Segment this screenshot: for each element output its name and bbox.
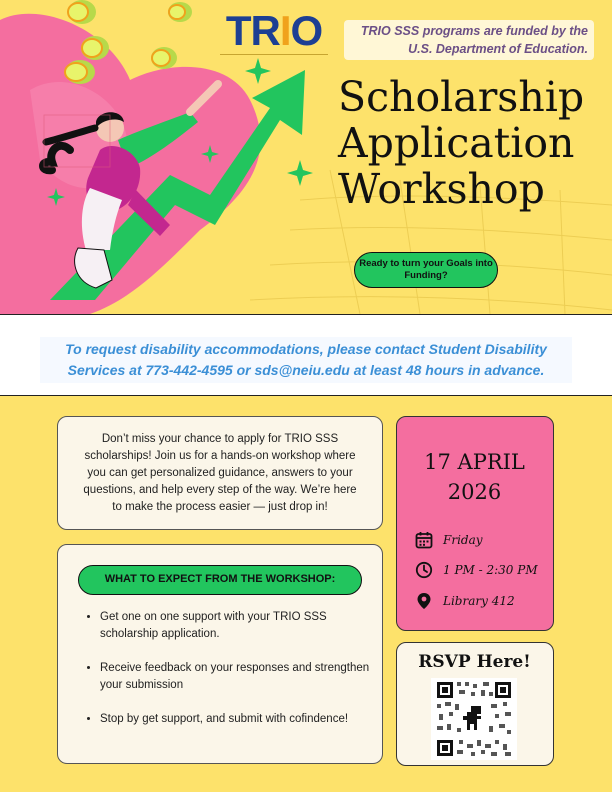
event-details-card: [396, 416, 554, 631]
title-line: Workshop: [338, 165, 545, 213]
event-date-year: 2026: [447, 480, 502, 504]
coin-icon: [65, 60, 95, 84]
event-location-row: [415, 591, 549, 611]
event-day-row: [415, 530, 549, 550]
accommodations-banner: [0, 314, 612, 396]
clock-icon: [415, 561, 433, 579]
rsvp-card: [396, 642, 554, 766]
list-item: • Stop by get support, and submit with cofindence!: [100, 711, 380, 728]
title-line: Scholarship: [338, 73, 585, 121]
title-line: Application: [338, 119, 575, 167]
coin-icon: [68, 0, 96, 24]
event-date-day-month: 17 APRIL: [424, 450, 525, 474]
event-day: Friday: [443, 533, 483, 547]
list-item: • Receive feedback on your responses and strengthen your submission: [100, 660, 380, 694]
event-time: 1 PM - 2:30 PM: [443, 563, 538, 577]
hero-banner: [0, 0, 612, 314]
goals-pill: Ready to turn your Goals into Funding?: [354, 252, 498, 288]
coin-icon: [168, 2, 192, 22]
event-time-row: [415, 560, 549, 580]
expect-list: [80, 609, 380, 745]
expect-card: [57, 544, 383, 764]
qr-code[interactable]: [431, 678, 517, 760]
coin-icon: [81, 36, 109, 60]
sparkle-icon: [287, 160, 313, 186]
accommodations-text: To request disability accommodations, please contact Student Disability Services at 773-442-4595 or sds@neiu.edu at least 48 hours in advance.: [40, 337, 572, 383]
coin-icon: [151, 47, 177, 69]
list-item: • Get one on one support with your TRIO SSS scholarship application.: [100, 609, 380, 643]
trio-logo: TRIO: [218, 8, 330, 62]
event-date: [397, 447, 552, 507]
expect-heading: WHAT TO EXPECT FROM THE WORKSHOP:: [78, 565, 362, 595]
rsvp-title: RSVP Here!: [418, 652, 531, 672]
calendar-icon: [415, 531, 433, 549]
location-pin-icon: [415, 592, 433, 610]
intro-card: [57, 416, 383, 530]
funding-note: TRIO SSS programs are funded by the U.S. Department of Education.: [344, 20, 594, 60]
event-location: Library 412: [443, 594, 515, 608]
intro-text: Don’t miss your chance to apply for TRIO SSS scholarships! Join us for a hands-on workshop where you can get personalized guidance, answers to your questions, and help every step of the way. We’re here to make the process easier — just drop in!: [83, 433, 357, 513]
page-title: [338, 74, 608, 212]
